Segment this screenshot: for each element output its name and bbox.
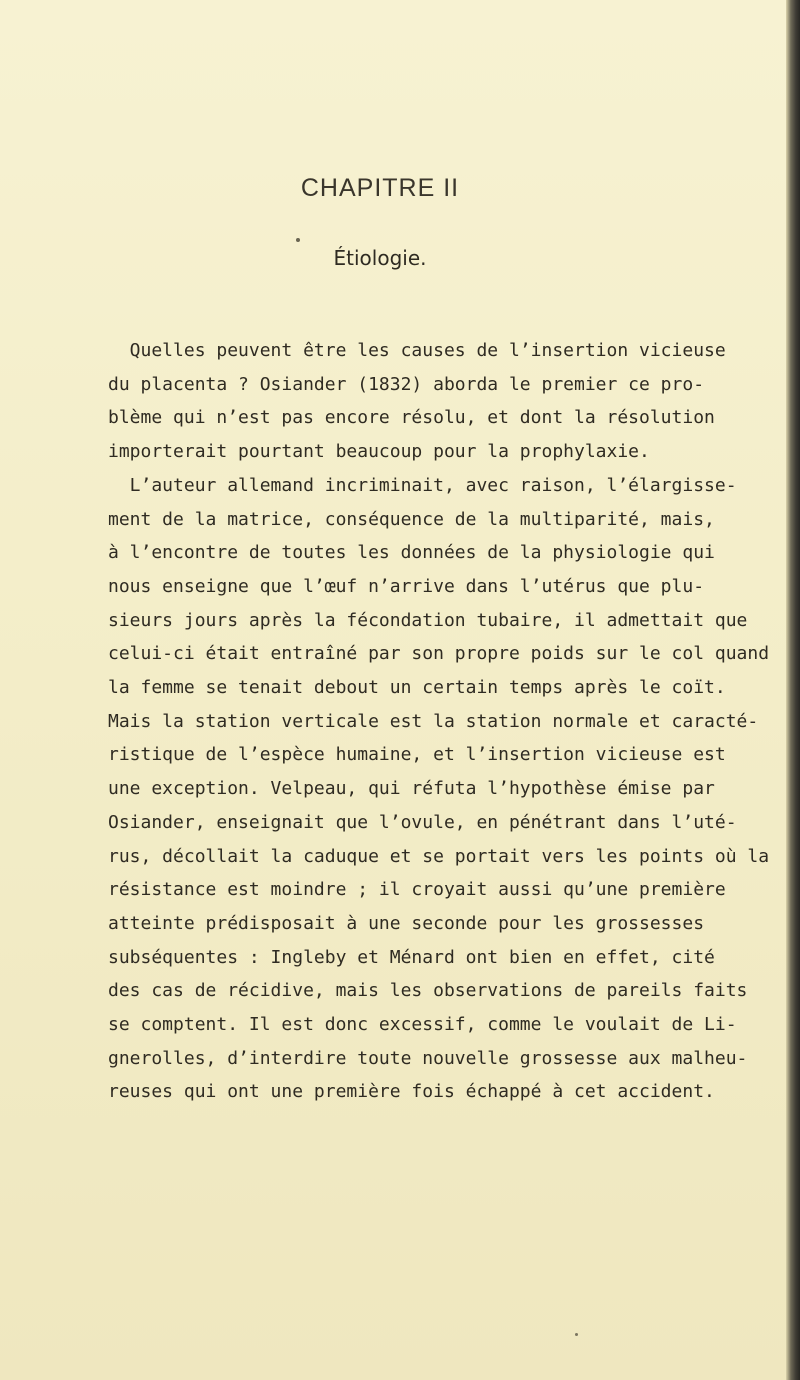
- body-text: [108, 334, 772, 1109]
- chapter-title: CHAPITRE II: [300, 174, 460, 202]
- section-title: Étiologie.: [333, 246, 427, 270]
- text-line: nous enseigne que l’œuf n’arrive dans l’utérus que plu-: [108, 575, 705, 597]
- text-line: résistance est moindre ; il croyait aussi qu’une première: [108, 879, 726, 901]
- page-edge-shadow: [786, 0, 800, 1380]
- text-line: subséquentes : Ingleby et Ménard ont bien en effet, cité: [108, 946, 715, 968]
- text-line: gnerolles, d’interdire toute nouvelle grossesse aux malheu-: [108, 1047, 748, 1069]
- text-line: une exception. Velpeau, qui réfuta l’hypothèse émise par: [108, 778, 715, 800]
- ink-speck: [296, 238, 300, 242]
- text-line: du placenta ? Osiander (1832) aborda le premier ce pro-: [108, 373, 705, 395]
- text-line: Osiander, enseignait que l’ovule, en pénétrant dans l’uté-: [108, 811, 737, 833]
- text-line: L’auteur allemand incriminait, avec raison, l’élargisse-: [108, 474, 737, 496]
- text-line: sieurs jours après la fécondation tubaire, il admettait que: [108, 609, 748, 631]
- text-line: à l’encontre de toutes les données de la physiologie qui: [108, 542, 715, 564]
- text-line: blème qui n’est pas encore résolu, et dont la résolution: [108, 407, 715, 429]
- text-line: Mais la station verticale est la station normale et caracté-: [108, 710, 759, 732]
- text-line: rus, décollait la caduque et se portait vers les points où la: [108, 845, 770, 867]
- text-line: Quelles peuvent être les causes de l’insertion vicieuse: [108, 340, 726, 361]
- text-line: celui-ci était entraîné par son propre poids sur le col quand: [108, 643, 770, 665]
- text-line: se comptent. Il est donc excessif, comme le voulait de Li-: [108, 1014, 737, 1036]
- text-line: ristique de l’espèce humaine, et l’insertion vicieuse est: [108, 744, 726, 766]
- text-line: atteinte prédisposait à une seconde pour les grossesses: [108, 912, 705, 934]
- text-line: la femme se tenait debout un certain temps après le coït.: [108, 677, 726, 699]
- text-line: reuses qui ont une première fois échappé à cet accident.: [108, 1081, 715, 1103]
- text-line: ment de la matrice, conséquence de la multiparité, mais,: [108, 508, 715, 530]
- ink-speck: [575, 1333, 578, 1336]
- text-line: des cas de récidive, mais les observations de pareils faits: [108, 980, 748, 1002]
- text-line: importerait pourtant beaucoup pour la prophylaxie.: [108, 441, 650, 463]
